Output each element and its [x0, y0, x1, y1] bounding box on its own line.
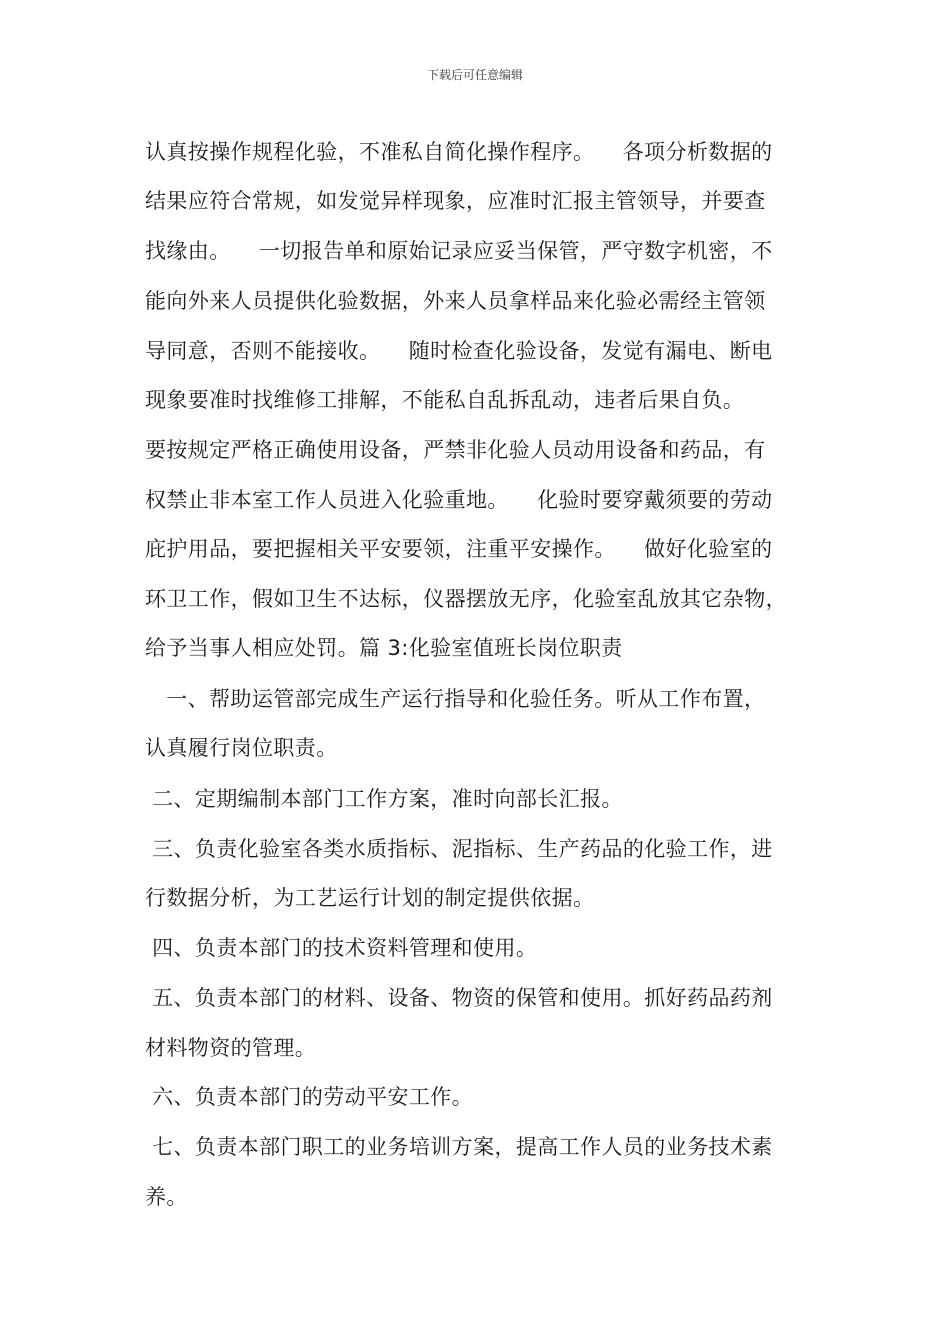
body-line: 认真按操作规程化验，不准私自简化操作程序。 各项分析数据的 [145, 140, 773, 164]
body-line: 认真履行岗位职责。 [145, 736, 338, 760]
body-line: 找缘由。 一切报告单和原始记录应妥当保管，严守数字机密，不 [145, 239, 773, 263]
body-line: 结果应符合常规，如发觉异样现象，应准时汇报主管领导，并要查 [145, 189, 766, 213]
body-line: 材料物资的管理。 [145, 1036, 317, 1060]
body-line: 五、负责本部门的材料、设备、物资的保管和使用。抓好药品药剂 [145, 986, 773, 1010]
body-line: 六、负责本部门的劳动平安工作。 [145, 1085, 474, 1109]
body-line: 能向外来人员提供化验数据，外来人员拿样品来化验必需经主管领 [145, 289, 766, 313]
body-line: 一、帮助运管部完成生产运行指导和化验任务。听从工作布置， [145, 687, 766, 711]
body-line: 给予当事人相应处罚。篇 3:化验室值班长岗位职责 [145, 636, 623, 660]
body-line: 三、负责化验室各类水质指标、泥指标、生产药品的化验工作，进 [145, 837, 773, 861]
body-line: 四、负责本部门的技术资料管理和使用。 [145, 936, 538, 960]
body-line: 现象要准时找维修工排解，不能私自乱拆乱动，违者后果自负。 [145, 388, 745, 412]
body-line: 二、定期编制本部门工作方案，准时向部长汇报。 [145, 787, 623, 811]
body-line: 导同意，否则不能接收。 随时检查化验设备，发觉有漏电、断电 [145, 339, 773, 363]
body-line: 行数据分析，为工艺运行计划的制定提供依据。 [145, 886, 595, 910]
body-line: 要按规定严格正确使用设备，严禁非化验人员动用设备和药品，有 [145, 438, 766, 462]
body-line: 庇护用品，要把握相关平安要领，注重平安操作。 做好化验室的 [145, 537, 773, 561]
page-header: 下载后可任意编辑 [426, 68, 523, 82]
body-line: 养。 [145, 1185, 188, 1209]
body-line: 七、负责本部门职工的业务培训方案，提高工作人员的业务技术素 [145, 1135, 773, 1159]
body-line: 权禁止非本室工作人员进入化验重地。 化验时要穿戴须要的劳动 [145, 488, 773, 512]
body-line: 环卫工作，假如卫生不达标，仪器摆放无序，化验室乱放其它杂物， [145, 587, 787, 611]
